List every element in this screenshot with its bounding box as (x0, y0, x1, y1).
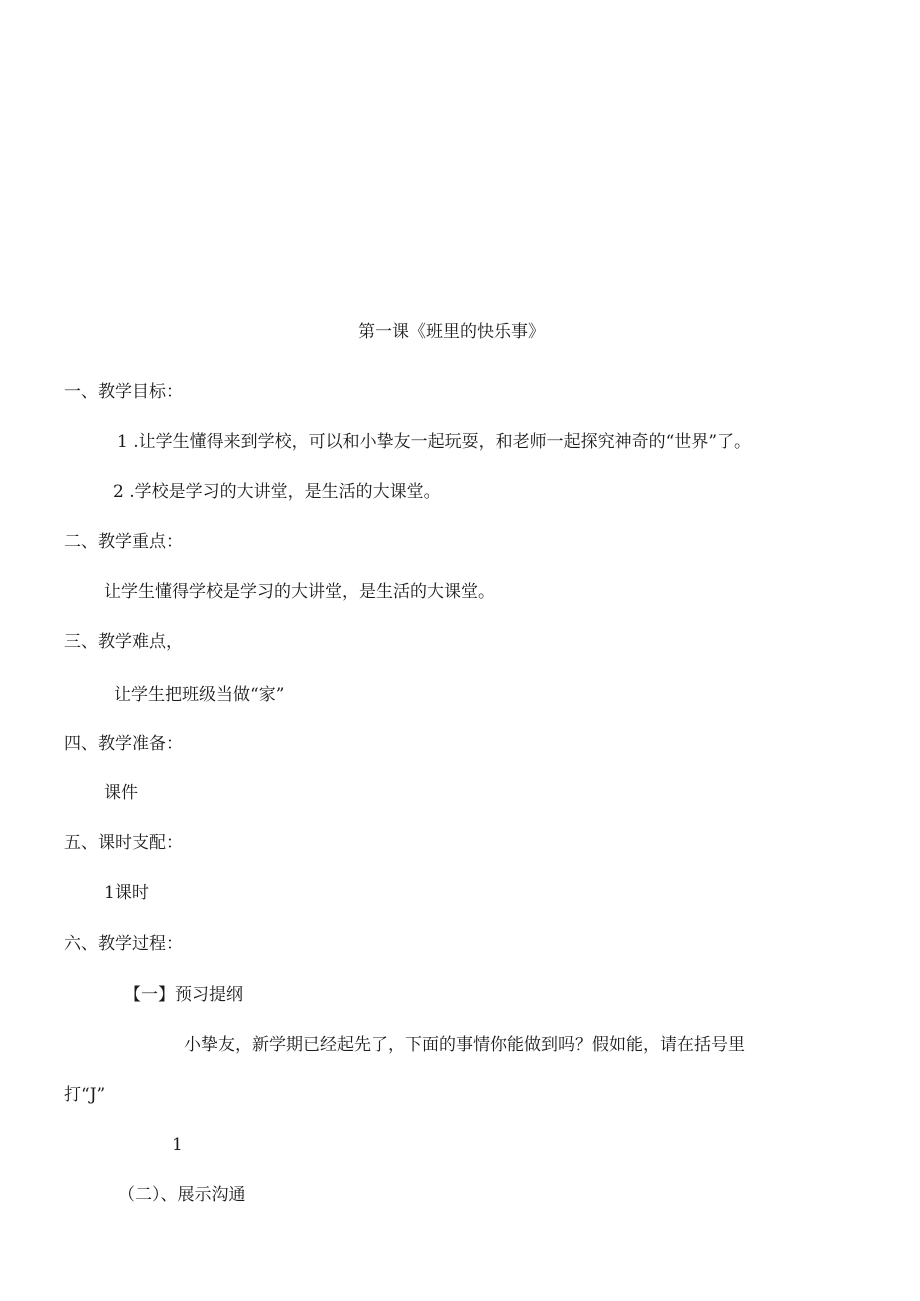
objective-item-2: 2 .学校是学习的大讲堂，是生活的大课堂。 (113, 482, 441, 502)
section-heading-preparation: 四、教学准备： (64, 734, 183, 754)
preview-paragraph-line-2: 打“J” (64, 1085, 106, 1105)
document-title: 第一课《班里的快乐事》 (358, 322, 545, 342)
section-heading-process: 六、教学过程： (64, 934, 183, 954)
subheading-preview-outline: 【一】预习提纲 (124, 985, 243, 1005)
subheading-display-communication: （二）、展示沟通 (118, 1185, 246, 1205)
section-heading-schedule: 五、课时支配： (64, 833, 183, 853)
difficulties-text: 让学生把班级当做“家” (114, 685, 285, 705)
section-heading-objectives: 一、教学目标： (64, 382, 183, 402)
schedule-text: 1课时 (104, 883, 149, 903)
preview-paragraph-line-1: 小挚友，新学期已经起先了，下面的事情你能做到吗？假如能，请在括号里 (184, 1035, 745, 1055)
preview-item-number: 1 (172, 1135, 183, 1155)
section-heading-key-points: 二、教学重点： (64, 532, 183, 552)
preparation-text: 课件 (104, 783, 138, 803)
section-heading-difficulties: 三、教学难点， (64, 632, 183, 652)
objective-item-1: 1 .让学生懂得来到学校，可以和小挚友一起玩耍，和老师一起探究神奇的“世界”了。 (117, 432, 752, 452)
key-points-text: 让学生懂得学校是学习的大讲堂，是生活的大课堂。 (104, 582, 495, 602)
